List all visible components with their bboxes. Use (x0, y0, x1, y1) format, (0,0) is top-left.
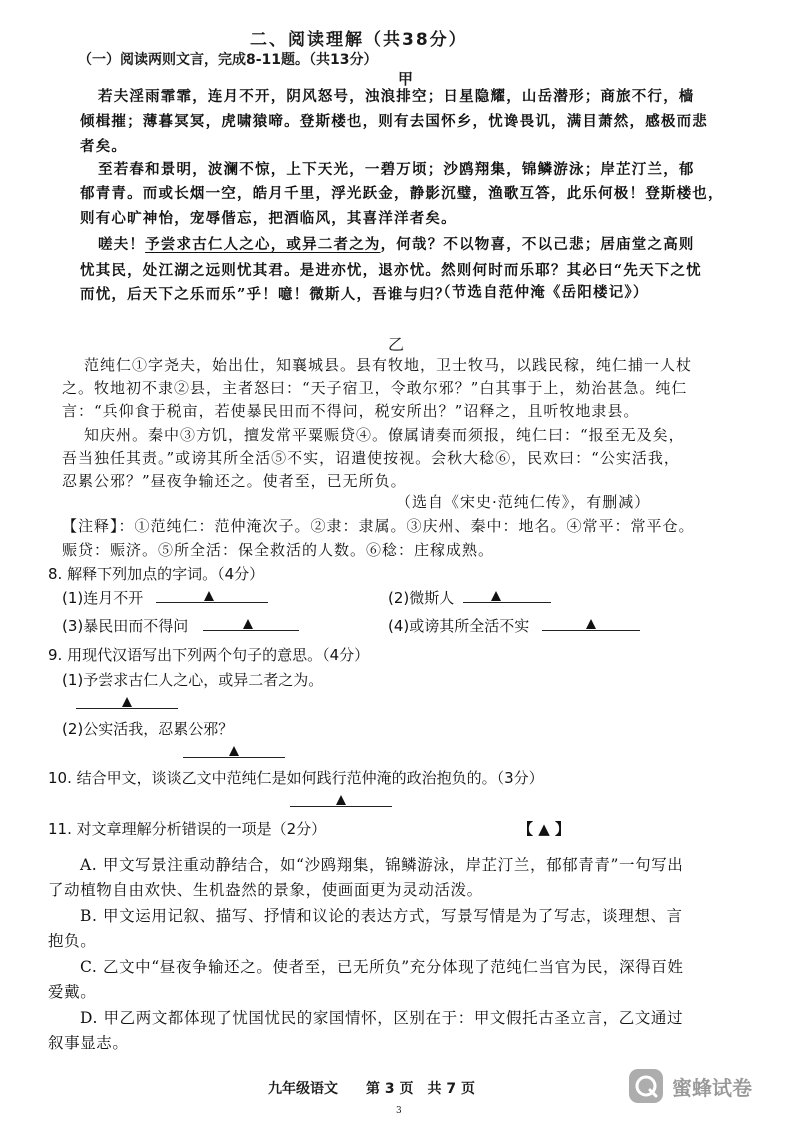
yi-label: 乙 (388, 335, 405, 354)
q11-option-d-line2: 叙事显志。 (48, 1034, 129, 1052)
jia-source: （节选自范仲淹《岳阳楼记》） (436, 284, 649, 301)
jia-p3-line3: 而忧，后天下之乐而乐”乎！噫！微斯人，吾谁与归？ (80, 286, 451, 303)
q10-stem: 10. 结合甲文，谈谈乙文中范纯仁是如何践行范仲淹的政治抱负的。（3分） (48, 769, 544, 787)
answer-blank[interactable] (183, 743, 285, 758)
q11-option-c-line1: C. 乙文中“昼夜争输还之。使者至，已无所负”充分体现了范纯仁当官为民，深得百姓 (80, 958, 684, 976)
q8-item-3-label: (3)暴民田而不得问 (62, 617, 189, 635)
q9-stem: 9. 用现代汉语写出下列两个句子的意思。（4分） (48, 646, 370, 664)
yi-p1-line1: 范纯仁①字尧夫，始出仕，知襄城县。县有牧地，卫士牧马，以践民稼，纯仁捕一人杖 (84, 356, 693, 374)
triangle-icon (491, 591, 501, 601)
triangle-icon (243, 619, 253, 629)
jia-p3-line1 (98, 233, 695, 254)
jia-p3-rest: ，何哉？不以物喜，不以己悲；居庙堂之高则 (380, 236, 695, 253)
jia-p1-line1: 若夫淫雨霏霏，连月不开，阴风怒号，浊浪排空；日星隐耀，山岳潜形；商旅不行，樯 (98, 88, 695, 105)
jia-p2-line1: 至若春和景明，波澜不惊，上下天光，一碧万顷；沙鸥翔集，锦鳞游泳；岸芷汀兰，郁 (98, 161, 695, 178)
q8-item-1-label: (1)连月不开 (62, 589, 144, 607)
q11-answer-bracket[interactable]: 【 ▲ 】 (518, 820, 570, 838)
q11-option-b-line2: 抱负。 (48, 932, 97, 950)
yi-p1-line3: 言：“兵仰食于税亩，若使暴民田而不得问，税安所出？”诏释之，且听牧地隶县。 (62, 402, 640, 420)
jia-p2-line3: 则有心旷神怡，宠辱偕忘，把酒临风，其喜洋洋者矣。 (80, 210, 457, 227)
q8-stem: 8. 解释下列加点的字词。（4分） (48, 565, 265, 583)
q11-option-a-line2: 了动植物自由欢快、生机盎然的景象，使画面更为灵动活泼。 (48, 881, 483, 899)
jia-p1-line2: 倾楫摧；薄暮冥冥，虎啸猿啼。登斯楼也，则有去国怀乡，忧谗畏讥，满目萧然，感极而悲 (80, 113, 708, 130)
notes-line2: 赈贷：赈济。⑤所全活：保全救活的人数。⑥稔：庄稼成熟。 (62, 541, 495, 559)
yi-p2-line2: 吾当独任其责。”或谤其所全活⑤不实，诏遣使按视。会秋大稔⑥，民欢曰：“公实活我， (62, 449, 680, 467)
answer-blank[interactable] (203, 616, 299, 631)
answer-blank[interactable] (542, 616, 640, 631)
q8-item-4 (388, 615, 640, 636)
watermark-logo-icon (628, 1068, 664, 1104)
page-number: 3 (396, 1106, 402, 1116)
triangle-icon (204, 591, 214, 601)
section-title: 二、阅读理解（共38分） (250, 30, 468, 50)
yi-p2-line3: 忍累公邪？”昼夜争输还之。使者至，已无所负。 (62, 472, 407, 490)
q9-item-1: (1)予尝求古仁人之心，或异二者之为。 (62, 671, 324, 689)
triangle-icon (229, 746, 239, 756)
jia-p3-underlined: 予尝求古仁人之心，或异二者之为 (145, 236, 381, 253)
watermark-text: 蜜蜂试卷 (672, 1075, 752, 1100)
yi-p2-line1: 知庆州。秦中③方饥，擅发常平粟赈贷④。僚属请奏而须报，纯仁曰：“报至无及矣， (84, 426, 685, 444)
q11-stem: 11. 对文章理解分析错误的一项是（2分） (48, 820, 327, 838)
jia-p3-line2: 忧其民，处江湖之远则忧其君。是进亦忧，退亦忧。然则何时而乐耶？其必曰“先天下之忧 (80, 262, 702, 279)
jia-p3-lead: 嗟夫！ (98, 236, 146, 253)
q11-option-a-line1: A. 甲文写景注重动静结合，如“沙鸥翔集，锦鳞游泳，岸芷汀兰，郁郁青青”一句写出 (80, 856, 684, 874)
q9-item-2: (2)公实活我，忍累公邪？ (62, 720, 234, 738)
triangle-icon (122, 697, 132, 707)
part1-title: （一）阅读两则文言，完成8-11题。（共13分） (78, 52, 378, 68)
watermark (628, 1068, 752, 1104)
q11-option-d-line1: D. 甲乙两文都体现了忧国忧民的家国情怀，区别在于：甲文假托古圣立言，乙文通过 (80, 1009, 684, 1027)
q8-item-4-label: (4)或谤其所全活不实 (388, 617, 530, 635)
answer-blank[interactable] (156, 588, 268, 603)
answer-blank[interactable] (290, 792, 392, 807)
answer-blank[interactable] (463, 588, 551, 603)
notes-line1: 【注释】：①范纯仁：范仲淹次子。②隶：隶属。③庆州、秦中：地名。④常平：常平仓。 (62, 517, 695, 535)
q11-option-b-line1: B. 甲文运用记叙、描写、抒情和议论的表达方式，写景写情是为了写志，谈理想、言 (80, 907, 683, 925)
yi-p1-line2: 之。牧地初不隶②县，主者怒曰：“天子宿卫，令敢尔邪？”白其事于上，劾治甚急。纯仁 (62, 379, 688, 397)
jia-p2-line2: 郁青青。而或长烟一空，皓月千里，浮光跃金，静影沉璧，渔歌互答，此乐何极！登斯楼也， (80, 185, 724, 202)
triangle-icon (336, 795, 346, 805)
q8-item-2 (388, 587, 551, 608)
q8-item-1 (62, 587, 268, 608)
yi-source: （选自《宋史·范纯仁传》，有删减） (396, 493, 651, 511)
q8-item-2-label: (2)微斯人 (388, 589, 455, 607)
jia-p1-line3: 者矣。 (80, 138, 128, 155)
answer-blank[interactable] (76, 694, 178, 709)
page-footer: 九年级语文 第 3 页 共 7 页 (268, 1081, 475, 1097)
triangle-icon (586, 619, 596, 629)
q8-item-3 (62, 615, 299, 636)
q11-option-c-line2: 爱戴。 (48, 983, 97, 1001)
jia-label: 甲 (398, 70, 414, 88)
